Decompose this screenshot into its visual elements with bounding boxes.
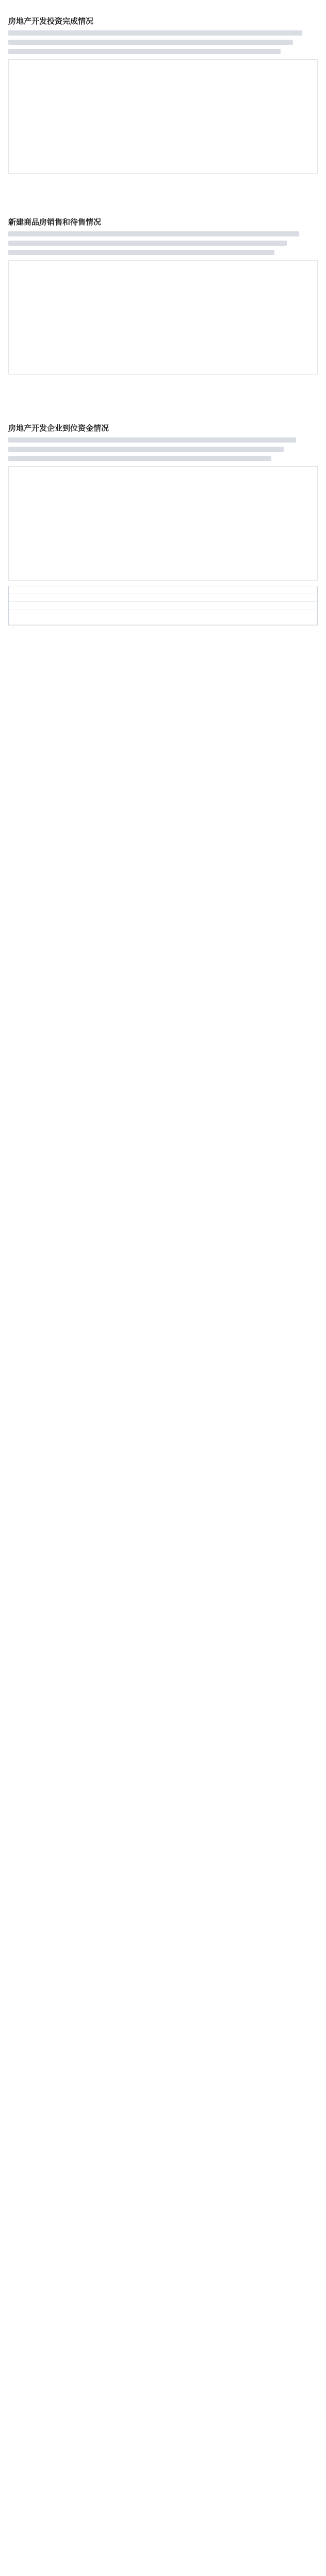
- table-row: [9, 617, 317, 625]
- section-title-funds: 房地产开发企业到位资金情况: [8, 423, 109, 433]
- paragraph-line: [8, 30, 302, 36]
- section-investment: [8, 15, 318, 174]
- table-placeholder: [8, 586, 318, 625]
- paragraph-line: [8, 241, 287, 246]
- chart-placeholder: [8, 260, 318, 375]
- paragraph-line: [8, 447, 284, 452]
- table-row: [9, 594, 317, 602]
- chart-placeholder: [8, 466, 318, 581]
- table-row: [9, 602, 317, 609]
- paragraph-line: [8, 231, 299, 236]
- table-row: [9, 586, 317, 594]
- section-sales: [8, 216, 318, 375]
- section-title-sales: 新建商品房销售和待售情况: [8, 217, 102, 227]
- paragraph-line: [8, 49, 281, 54]
- section-title-investment: 房地产开发投资完成情况: [8, 16, 94, 26]
- chart-placeholder: [8, 59, 318, 174]
- section-funds: [8, 422, 318, 625]
- paragraph-line: [8, 456, 271, 461]
- paragraph-line: [8, 250, 274, 255]
- paragraph-line: [8, 40, 293, 45]
- paragraph-line: [8, 437, 296, 443]
- table-row: [9, 609, 317, 617]
